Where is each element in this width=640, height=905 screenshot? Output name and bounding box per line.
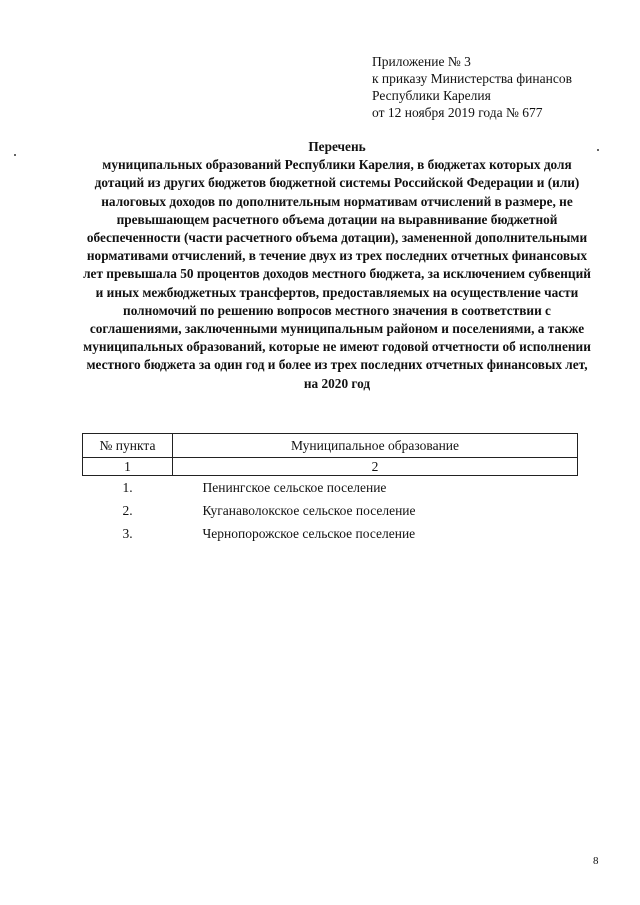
index-col2: 2 — [173, 458, 578, 476]
header-item-number: № пункта — [83, 434, 173, 458]
row-municipality: Куганаволокское сельское поселение — [202, 502, 416, 518]
index-col1: 1 — [83, 458, 173, 476]
row-number: 3. — [122, 525, 133, 541]
table-header-row — [83, 434, 578, 458]
table-row — [83, 522, 578, 545]
appendix-number: Приложение № 3 — [372, 54, 471, 69]
header-municipality: Муниципальное образование — [173, 434, 578, 458]
row-municipality: Пенингское сельское поселение — [202, 479, 387, 495]
municipalities-table — [82, 433, 578, 545]
row-number: 1. — [122, 479, 133, 495]
row-municipality: Чернопорожское сельское поселение — [202, 525, 416, 541]
appendix-region: Республики Карелия — [372, 88, 491, 103]
scan-speck — [14, 154, 16, 156]
document-title — [80, 138, 594, 393]
appendix-header — [372, 53, 572, 121]
row-number: 2. — [122, 502, 133, 518]
title-body: муниципальных образований Республики Карелия, в бюджетах которых доля дотаций из других бюджетов бюджетной системы Российской Федерации и (или) налоговых доходов по дополнительным нормативам отчислений в размере, не превышающем расчетного объема дотации на выравнивание бюджетной обеспеченности (части расчетного объема дотации), замененной дополнительными нормативами отчислений, в течение двух из трех последних отчетных финансовых лет превышала 50 процентов доходов местного бюджета, за исключением субвенций и иных межбюджетных трансфертов, предоставляемых на осуществление части полномочий по решению вопросов местного значения в соответствии с соглашениями, заключенными муниципальным районом и поселениями, а также муниципальных образований, которые не имеют годовой отчетности об исполнении местного бюджета за один год и более из трех последних отчетных финансовых лет, на 2020 год — [83, 157, 591, 391]
appendix-date: от 12 ноября 2019 года № 677 — [372, 105, 543, 120]
table-index-row — [83, 458, 578, 476]
scan-speck — [597, 149, 599, 151]
page-number: 8 — [593, 855, 599, 867]
appendix-order-ref: к приказу Министерства финансов — [372, 71, 572, 86]
table-row — [83, 499, 578, 522]
table-row — [83, 476, 578, 500]
title-heading: Перечень — [308, 139, 366, 154]
